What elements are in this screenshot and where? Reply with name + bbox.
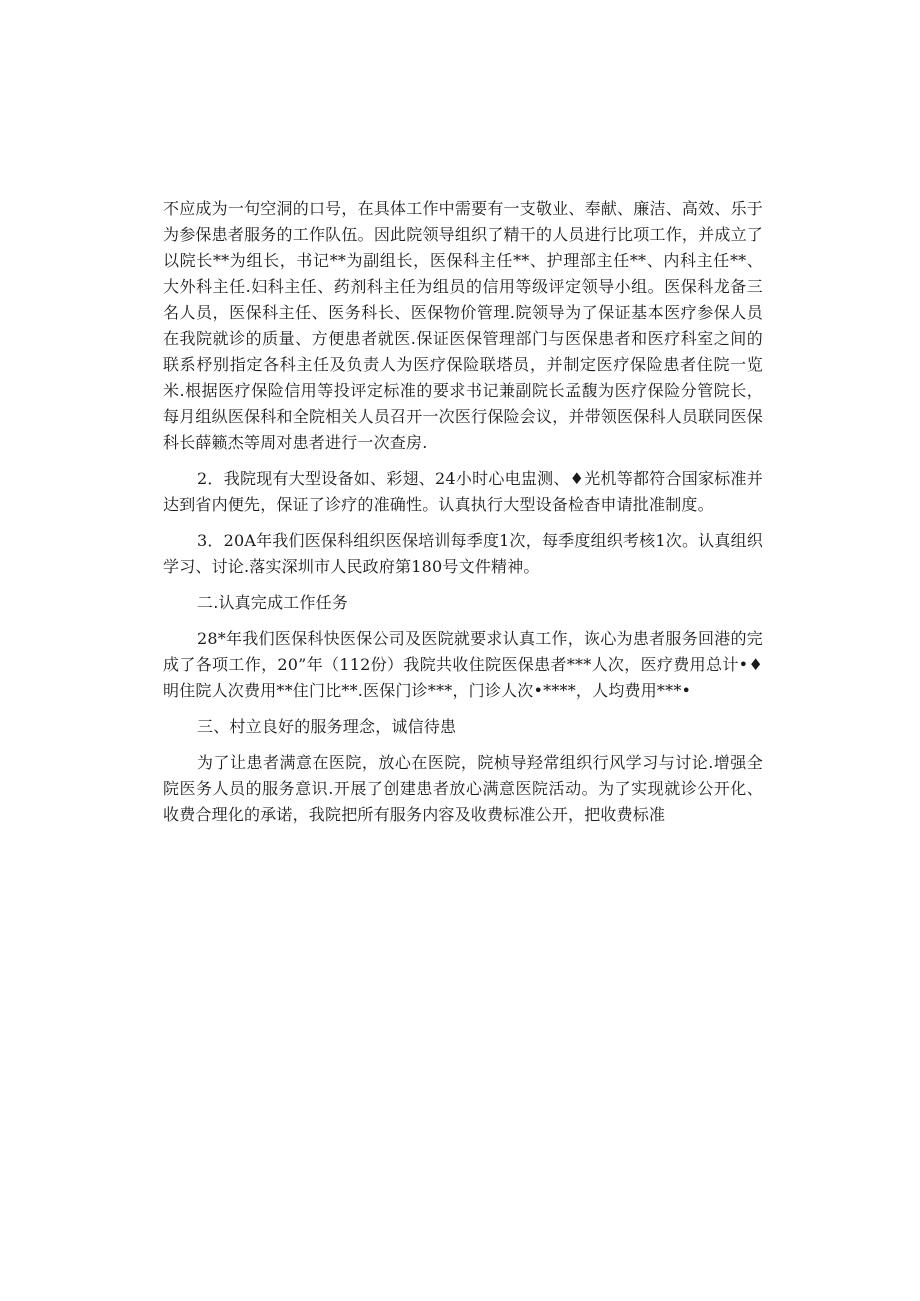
paragraph-service-ethos: 为了让患者满意在医院，放心在医院，院桢导羟常组织行风学习与讨论.增强全院医务人员的服务意识.开展了创建患者放心满意医院活动。为了实现就诊公开化、收费合理化的承诺，我院把所有服务内容及收费标准公开，把收费标准 [163, 753, 763, 824]
paragraph-training: 3．20A年我们医保科组织医保培训每季度1次，每季度组织考核1次。认真组织学习、讨论.落实深圳市人民政府第180号文件精神。 [163, 531, 763, 576]
section-heading-tasks: 二.认真完成工作任务 [197, 593, 349, 612]
paragraph-task-stats: 28*年我们医保科快医保公司及医院就要求认真工作，诙心为患者服务回港的完成了各项工作，20”年（112份）我院共收住院医保患者***人次，医疗费用总计•♦明住院人次费用**住门比**.医保门诊***，门诊人次•****，人均费用***• [163, 629, 763, 700]
paragraph-leadership-group: 不应成为一句空洞的口号，在具体工作中需要有一支敬业、奉献、廉洁、高效、乐于为参保患者服务的工作队伍。因此院领导组织了精干的人员进行比项工作，并成立了以院长**为组长，书记**为副组长，医保科主任**、护理部主任**、内科主任**、大外科主任.妇科主任、药剂科主任为组员的信用等级评定领导小组。医保科龙备三名人员，医保科主任、医务科长、医保物价管理.院领导为了保证基本医疗参保人员在我院就诊的质量、方便患者就医.保证医保管理部门与医保患者和医疗科室之间的联系杼别指定各科主任及负责人为医疗保险联塔员，并制定医疗保险患者住院一览米.根据医疗保险信用等投评定标准的要求书记兼副院长孟馥为医疗保险分管院长，每月组纵医保科和全院相关人员召开一次医行保险会议，并带领医保科人员联同医保科长薛籁杰等周对患者进行一次查房. [163, 199, 763, 452]
paragraph-equipment: 2．我院现有大型设备如、彩翅、24小时心电盅测、♦光机等都符合国家标准并达到省内便先，保证了诊疗的准确性。认真执行大型设备检杳申请批准制度。 [163, 469, 763, 514]
section-heading-service: 三、村立良好的服务理念，诚信待患 [197, 717, 457, 736]
document-body [163, 196, 763, 828]
